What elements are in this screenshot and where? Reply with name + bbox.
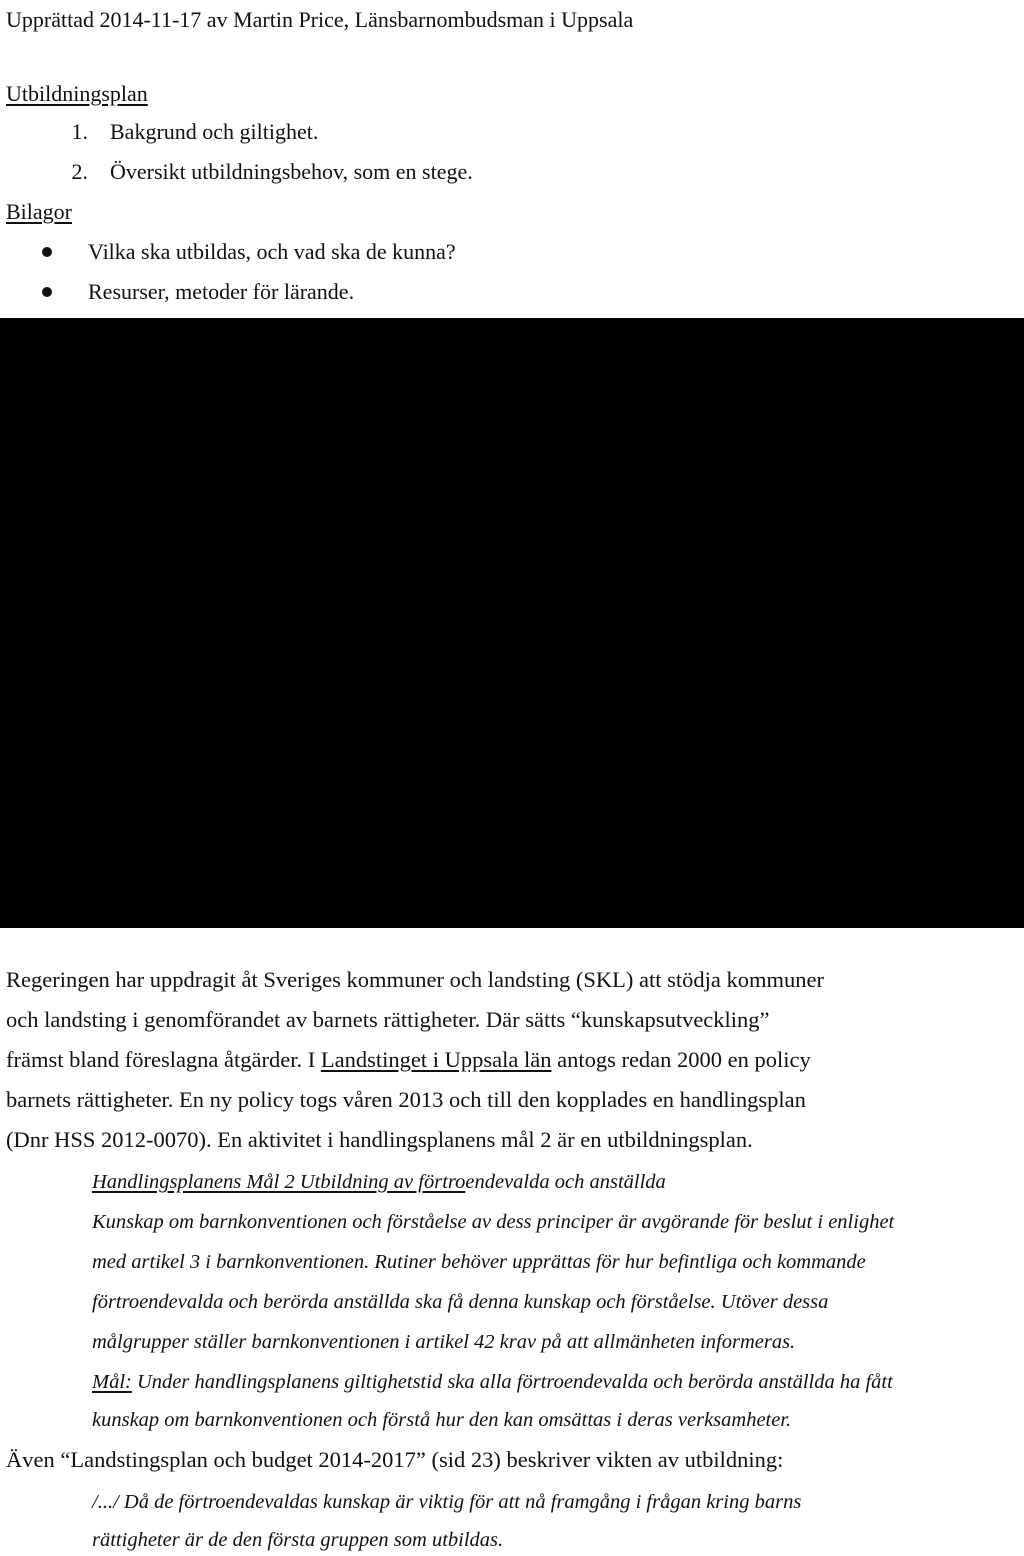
redacted-region bbox=[0, 318, 1024, 928]
landsting-link[interactable]: Landstinget i Uppsala län bbox=[320, 1047, 552, 1072]
appendix-item-1 bbox=[40, 238, 456, 266]
quote-title-underlined: Handlingsplanens Mål 2 Utbildning av förtro bbox=[92, 1171, 466, 1193]
toc-item-1 bbox=[50, 118, 318, 146]
paragraph-line: barnets rättigheter. En ny policy togs våren 2013 och till den kopplades en handlingsplan bbox=[6, 1087, 806, 1112]
appendix-item-text: Vilka ska utbildas, och vad ska de kunna? bbox=[88, 239, 456, 264]
appendix-item-text: Resurser, metoder för lärande. bbox=[88, 279, 355, 304]
goal-label: Mål: bbox=[92, 1371, 132, 1393]
quote-line: rättigheter är de den första gruppen som utbildas. bbox=[92, 1529, 504, 1551]
appendix-item-2 bbox=[40, 278, 354, 306]
goal-line bbox=[92, 1368, 893, 1396]
document-header: Upprättad 2014-11-17 av Martin Price, Länsbarnombudsman i Uppsala bbox=[6, 7, 634, 32]
bullet-icon bbox=[42, 247, 52, 257]
toc-item-text: Översikt utbildningsbehov, som en stege. bbox=[110, 159, 473, 184]
quote-line: med artikel 3 i barnkonventionen. Rutiner behöver upprättas för hur befintliga och kommande bbox=[92, 1251, 866, 1273]
appendix-title: Bilagor bbox=[6, 199, 72, 224]
bullet-icon bbox=[42, 287, 52, 297]
paragraph-line: Regeringen har uppdragit åt Sveriges kommuner och landsting (SKL) att stödja kommuner bbox=[6, 967, 824, 992]
toc-item-number: 2. bbox=[71, 159, 88, 184]
goal-text: Under handlingsplanens giltighetstid ska alla förtroendevalda och berörda anställda ha fått bbox=[131, 1371, 893, 1393]
quote-title bbox=[92, 1168, 666, 1196]
paragraph-line bbox=[6, 1046, 811, 1074]
paragraph-text: antogs redan 2000 en policy bbox=[551, 1047, 811, 1072]
quote-line: förtroendevalda och berörda anställda ska få denna kunskap och förståelse. Utöver dessa bbox=[92, 1291, 829, 1313]
paragraph-text: främst bland föreslagna åtgärder. I bbox=[6, 1047, 321, 1072]
paragraph-line: (Dnr HSS 2012-0070). En aktivitet i handlingsplanens mål 2 är en utbildningsplan. bbox=[6, 1127, 753, 1152]
paragraph-line: Även “Landstingsplan och budget 2014-2017” (sid 23) beskriver vikten av utbildning: bbox=[6, 1447, 784, 1472]
toc-title: Utbildningsplan bbox=[6, 81, 148, 106]
quote-line: Kunskap om barnkonventionen och förståelse av dess principer är avgörande för beslut i enlighet bbox=[92, 1211, 895, 1233]
toc-item-number: 1. bbox=[71, 119, 88, 144]
quote-line: målgrupper ställer barnkonventionen i artikel 42 krav på att allmänheten informeras. bbox=[92, 1331, 796, 1353]
toc-item-2 bbox=[50, 158, 473, 186]
quote-line: /.../ Då de förtroendevaldas kunskap är viktig för att nå framgång i frågan kring barns bbox=[92, 1491, 802, 1513]
toc-item-text: Bakgrund och giltighet. bbox=[110, 119, 319, 144]
goal-line: kunskap om barnkonventionen och förstå hur den kan omsättas i deras verksamheter. bbox=[92, 1409, 792, 1431]
quote-title-rest: endevalda och anställda bbox=[465, 1171, 666, 1193]
paragraph-line: och landsting i genomförandet av barnets rättigheter. Där sätts “kunskapsutveckling” bbox=[6, 1007, 770, 1032]
